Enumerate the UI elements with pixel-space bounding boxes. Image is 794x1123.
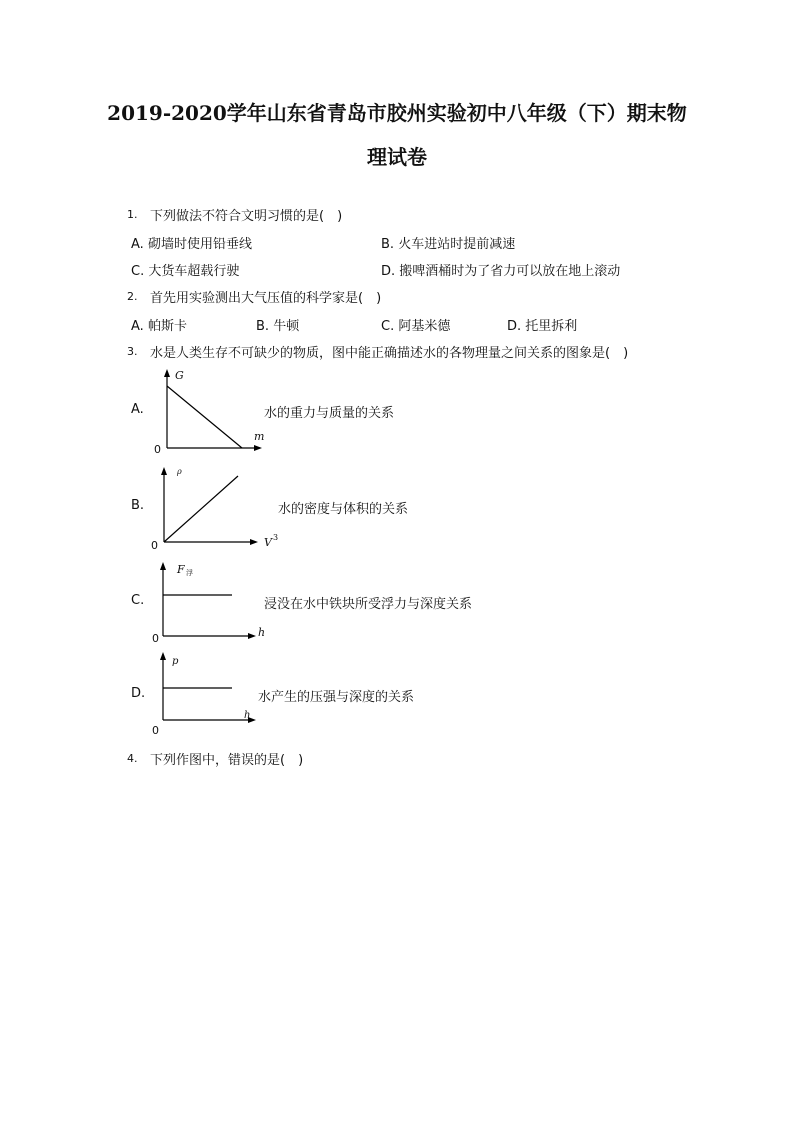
graph-d-y-arrow <box>160 652 166 660</box>
option-text: 搬啤酒桶时为了省力可以放在地上滚动 <box>399 264 621 279</box>
graph-b-x-label: V <box>264 536 272 549</box>
graph-c-y-label: F <box>177 563 185 576</box>
question-1-text: 下列做法不符合文明习惯的是( ) <box>150 209 343 224</box>
question-3-number: 3. <box>127 345 138 358</box>
option-label: A. <box>131 319 144 334</box>
graph-d-x-label: h <box>244 710 251 721</box>
option-label: B. <box>256 319 270 334</box>
option-text: 砌墙时使用铅垂线 <box>147 237 252 252</box>
graph-b-y-label: ρ <box>177 467 182 476</box>
graph-d-y-label: p <box>172 656 179 667</box>
question-3-option-b-label: B. <box>131 498 145 513</box>
question-1-option-d <box>381 260 620 279</box>
question-4-number: 4. <box>127 752 138 765</box>
question-3-option-c-label: C. <box>131 593 145 608</box>
option-text: 牛顿 <box>273 319 300 334</box>
graph-a-x-label: m <box>254 430 265 443</box>
option-text: 帕斯卡 <box>147 319 187 334</box>
option-label: A. <box>131 237 144 252</box>
question-3-option-a-label: A. <box>131 402 144 417</box>
graph-d-pressure-vs-depth <box>146 648 266 738</box>
question-3-text: 水是人类生存不可缺少的物质，图中能正确描述水的各物理量之间关系的图象是( ) <box>150 346 629 361</box>
option-label: C. <box>131 264 145 279</box>
question-1-option-c <box>131 260 239 279</box>
question-3-option-d-label: D. <box>131 686 146 701</box>
graph-d-caption: 水产生的压强与深度的关系 <box>258 690 415 705</box>
graph-b-x-arrow <box>250 539 258 545</box>
question-2-option-b <box>256 315 299 334</box>
graph-b-origin: 0 <box>151 539 158 552</box>
graph-b-caption: 水的密度与体积的关系 <box>278 502 409 517</box>
graph-c-y-label-sub: 浮 <box>186 569 193 577</box>
question-2-option-c <box>381 315 450 334</box>
option-text: 托里拆利 <box>525 319 578 334</box>
document-title-line-2: 理试卷 <box>367 145 427 169</box>
graph-c-buoyancy-vs-depth <box>146 558 266 646</box>
option-label: D. <box>381 264 396 279</box>
option-text: 火车进站时提前减速 <box>398 237 516 252</box>
graph-c-x-label: h <box>258 626 266 639</box>
question-2-number: 2. <box>127 290 138 303</box>
graph-c-origin: 0 <box>152 632 159 645</box>
graph-b-y-arrow <box>161 467 167 475</box>
graph-b-x-label-sup: 3 <box>273 533 279 542</box>
graph-c-y-arrow <box>160 562 166 570</box>
option-label: D. <box>507 319 522 334</box>
graph-a-plot-line <box>167 386 242 448</box>
graph-a-y-label: G <box>175 369 184 382</box>
graph-a-weight-vs-mass <box>148 366 268 458</box>
document-title-line-1: 2019-2020学年山东省青岛市胶州实验初中八年级（下）期末物 <box>107 101 687 125</box>
question-1-option-b <box>381 233 515 252</box>
option-text: 大货车超载行驶 <box>148 264 240 279</box>
graph-a-y-arrow <box>164 369 170 377</box>
option-label: C. <box>381 319 395 334</box>
graph-c-caption: 浸没在水中铁块所受浮力与深度关系 <box>264 597 473 612</box>
graph-a-caption: 水的重力与质量的关系 <box>264 406 395 421</box>
graph-a-origin: 0 <box>154 443 161 456</box>
question-1-number: 1. <box>127 208 138 221</box>
question-2-option-d <box>507 315 577 334</box>
question-2-option-a <box>131 315 187 334</box>
option-text: 阿基米德 <box>398 319 451 334</box>
question-4-text: 下列作图中，错误的是( ) <box>150 753 304 768</box>
graph-b-density-vs-volume <box>146 460 279 552</box>
option-label: B. <box>381 237 395 252</box>
graph-b-plot-line <box>164 476 238 542</box>
graph-a-x-arrow <box>254 445 262 451</box>
question-1-option-a <box>131 233 252 252</box>
question-2-text: 首先用实验测出大气压值的科学家是( ) <box>150 291 382 306</box>
graph-d-origin: 0 <box>152 724 159 737</box>
graph-c-x-arrow <box>248 633 256 639</box>
